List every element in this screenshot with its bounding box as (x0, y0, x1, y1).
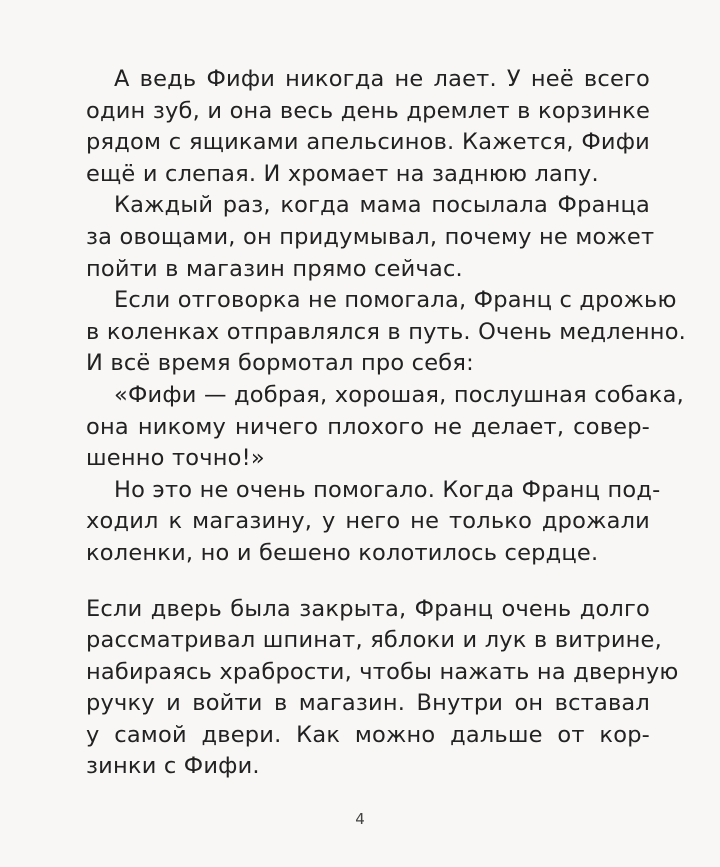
text-line: «Фифи — добрая, хорошая, послушная собака, (114, 381, 684, 408)
section-break (86, 570, 650, 594)
text-line: Но это не очень помогало. Когда Франц под- (114, 476, 661, 503)
paragraph (86, 380, 684, 475)
text-line: набираясь храбрости, чтобы нажать на дверную (86, 658, 679, 685)
paragraph (86, 285, 687, 380)
text-line: А ведь Фифи никогда не лает. У неё всего (114, 66, 650, 92)
text-line: рядом с ящиками апельсинов. Кажется, Фифи (86, 129, 650, 156)
text-line: пойти в магазин прямо сейчас. (86, 255, 463, 282)
text-line: Каждый раз, когда мама посылала Франца (114, 192, 650, 219)
text-line: один зуб, и она весь день дремлет в корзинке (86, 97, 650, 124)
text-line: за овощами, он придумывал, почему не может (86, 223, 655, 250)
text-line: рассматривал шпинат, яблоки и лук в витрине, (86, 627, 662, 654)
text-line: она никому ничего плохого не делает, совер- (86, 413, 650, 440)
page-number: 4 (355, 810, 365, 828)
text-line: ручку и войти в магазин. Внутри он вставал (86, 690, 650, 717)
text-line: зинки с Фифи. (86, 753, 260, 780)
text-line: у самой двери. Как можно дальше от кор- (86, 721, 650, 748)
text-line: коленки, но и бешено колотилось сердце. (86, 539, 599, 566)
text-line: шенно точно!» (86, 445, 265, 472)
text-line: Если отговорка не помогала, Франц с дрожью (114, 287, 677, 314)
text-line: И всё время бормотал про себя: (86, 350, 474, 377)
paragraph (86, 594, 679, 784)
paragraph (86, 475, 661, 570)
text-line: ещё и слепая. И хромает на заднюю лапу. (86, 160, 599, 187)
text-line: в коленках отправлялся в путь. Очень медленно. (86, 318, 687, 345)
text-line: Если дверь была закрыта, Франц очень долго (86, 595, 650, 622)
paragraph (86, 64, 650, 190)
text-line: ходил к магазину, у него не только дрожали (86, 508, 650, 535)
page-text (86, 64, 687, 783)
paragraph (86, 190, 655, 285)
